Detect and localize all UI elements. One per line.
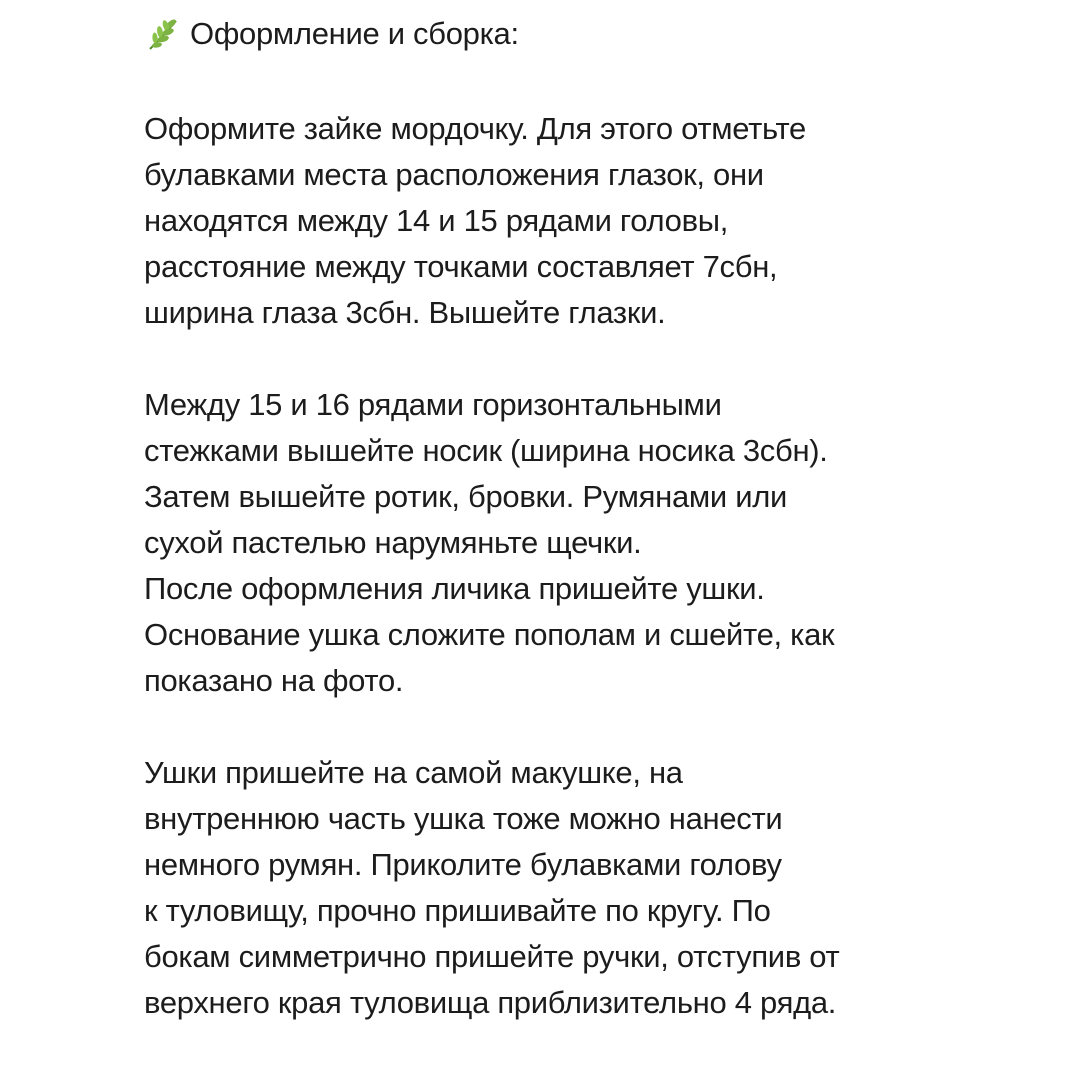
paragraph-nose-ears: [144, 382, 1044, 704]
text-line: стежками вышейте носик (ширина носика 3сбн).: [144, 433, 828, 468]
text-line: ширина глаза 3сбн. Вышейте глазки.: [144, 295, 666, 330]
text-line: верхнего края туловища приблизительно 4 ряда.: [144, 985, 837, 1020]
text-line: булавками места расположения глазок, они: [144, 157, 764, 192]
text-line: Затем вышейте ротик, бровки. Румянами или: [144, 479, 788, 514]
text-line: находятся между 14 и 15 рядами головы,: [144, 203, 729, 238]
herb-icon: [144, 15, 182, 53]
text-line: бокам симметрично пришейте ручки, отступив от: [144, 939, 840, 974]
paragraph-gap: [144, 336, 1080, 382]
heading-text: Оформление и сборка:: [190, 16, 519, 51]
text-line: немного румян. Приколите булавками голову: [144, 847, 782, 882]
paragraph-assembly: [144, 750, 1044, 1026]
text-line: к туловищу, прочно пришивайте по кругу. По: [144, 893, 771, 928]
paragraph-gap: [144, 704, 1080, 750]
text-line: После оформления личика пришейте ушки.: [144, 571, 765, 606]
text-line: показано на фото.: [144, 663, 404, 698]
text-line: Ушки пришейте на самой макушке, на: [144, 755, 683, 790]
text-line: расстояние между точками составляет 7сбн,: [144, 249, 778, 284]
text-line: внутреннюю часть ушка тоже можно нанести: [144, 801, 783, 836]
text-line: сухой пастелью нарумяньте щечки.: [144, 525, 642, 560]
text-line: Основание ушка сложите пополам и сшейте, как: [144, 617, 835, 652]
paragraph-face: [144, 106, 1044, 336]
text-line: Между 15 и 16 рядами горизонтальными: [144, 387, 722, 422]
section-heading: [144, 8, 1080, 60]
text-line: Оформите зайке мордочку. Для этого отметьте: [144, 111, 806, 146]
